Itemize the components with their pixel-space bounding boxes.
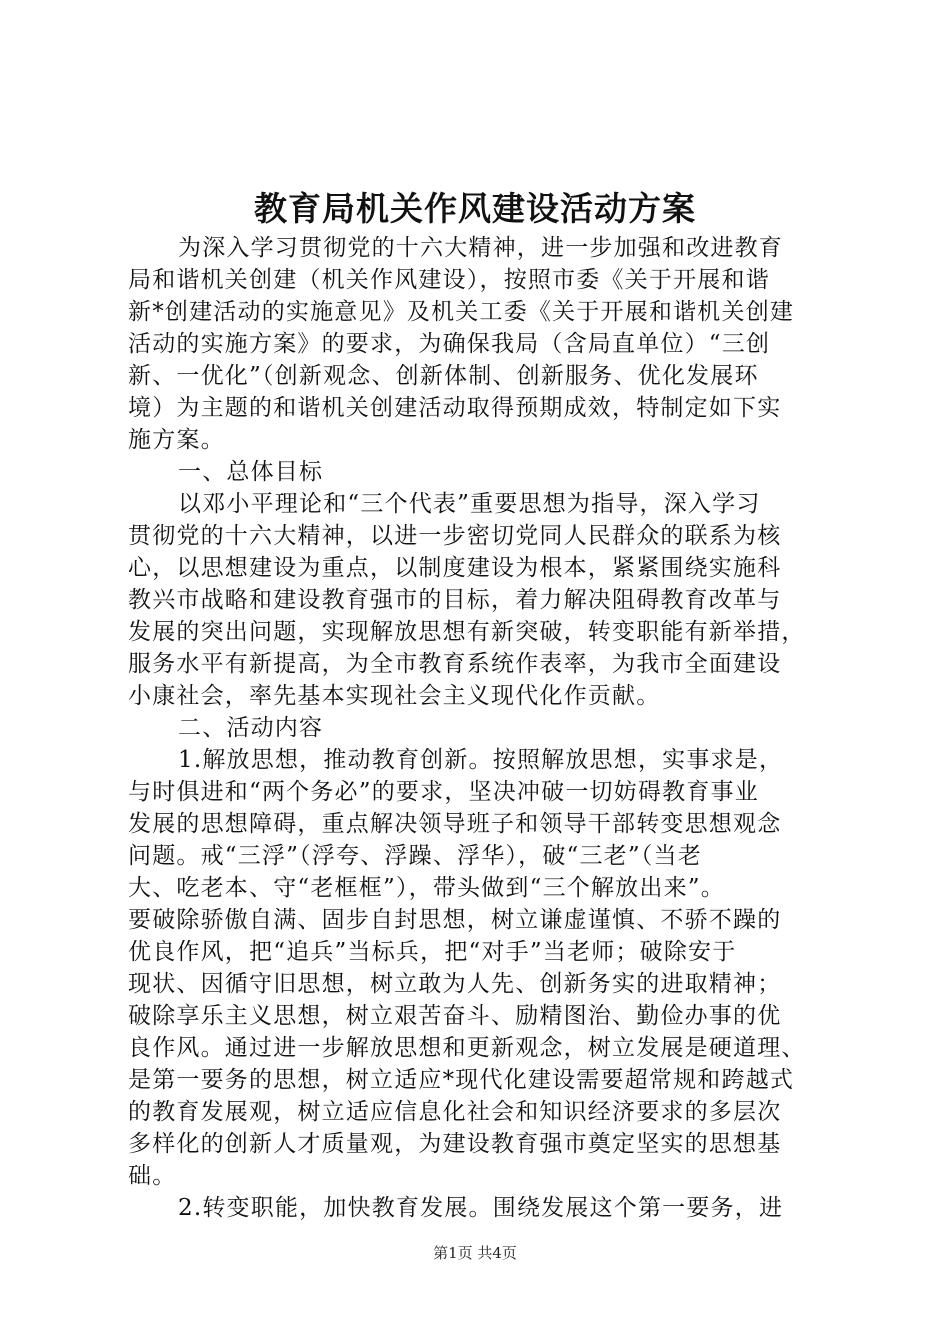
paragraph-line: 心，以思想建设为重点，以制度建设为根本，紧紧围绕实施科	[128, 555, 782, 581]
paragraph-line: 局和谐机关创建（机关作风建设），按照市委《关于开展和谐	[128, 267, 770, 293]
paragraph-line: 新*创建活动的实施意见》及机关工委《关于开展和谐机关创建	[128, 299, 795, 325]
paragraph-line: 发展的突出问题，实现解放思想有新突破，转变职能有新举措，	[128, 619, 806, 645]
paragraph-line: 小康社会，率先基本实现社会主义现代化作贡献。	[128, 683, 661, 709]
paragraph-line: 施方案。	[128, 427, 225, 453]
paragraph-line: 优良作风，把“追兵”当标兵，把“对手”当老师；破除安于	[128, 939, 737, 965]
paragraph-line: 2.转变职能，加快教育发展。围绕发展这个第一要务，进	[178, 1195, 784, 1221]
paragraph-line: 教兴市战略和建设教育强市的目标，着力解决阻碍教育改革与	[128, 587, 782, 613]
paragraph-line: 多样化的创新人才质量观，为建设教育强市奠定坚实的思想基	[128, 1131, 782, 1157]
paragraph-line: 为深入学习贯彻党的十六大精神，进一步加强和改进教育	[178, 235, 783, 261]
paragraph-line: 服务水平有新提高，为全市教育系统作表率，为我市全面建设	[128, 651, 782, 677]
page-indicator: 第1页 共4页	[433, 1244, 517, 1262]
section-heading: 一、总体目标	[178, 459, 324, 485]
document-body	[128, 232, 832, 1224]
paragraph-line: 境）为主题的和谐机关创建活动取得预期成效，特制定如下实	[128, 395, 782, 421]
paragraph-line: 良作风。通过进一步解放思想和更新观念，树立发展是硬道理、	[128, 1035, 806, 1061]
paragraph-line: 活动的实施方案》的要求，为确保我局（含局直单位）“三创	[128, 331, 771, 357]
paragraph-line: 的教育发展观，树立适应信息化社会和知识经济要求的多层次	[128, 1099, 782, 1125]
section-heading: 二、活动内容	[178, 715, 324, 741]
paragraph-line: 与时俱进和“两个务必”的要求，坚决冲破一切妨碍教育事业	[128, 779, 759, 805]
paragraph-line: 础。	[128, 1163, 177, 1189]
paragraph-line: 要破除骄傲自满、固步自封思想，树立谦虚谨慎、不骄不躁的	[128, 907, 782, 933]
paragraph-line: 问题。戒“三浮”（浮夸、浮躁、浮华），破“三老”（当老	[128, 843, 702, 869]
paragraph-line: 以邓小平理论和“三个代表”重要思想为指导，深入学习	[178, 491, 761, 517]
document-title: 教育局机关作风建设活动方案	[254, 189, 696, 228]
paragraph-line: 1.解放思想，推动教育创新。按照解放思想，实事求是，	[178, 747, 784, 773]
paragraph-line: 发展的思想障碍，重点解决领导班子和领导干部转变思想观念	[128, 811, 782, 837]
paragraph-line: 贯彻党的十六大精神，以进一步密切党同人民群众的联系为核	[128, 523, 782, 549]
paragraph-line: 破除享乐主义思想，树立艰苦奋斗、励精图治、勤俭办事的优	[128, 1003, 782, 1029]
paragraph-line: 是第一要务的思想，树立适应*现代化建设需要超常规和跨越式	[128, 1067, 795, 1093]
paragraph-line: 大、吃老本、守“老框框”），带头做到“三个解放出来”。	[128, 875, 725, 901]
paragraph-line: 现状、因循守旧思想，树立敢为人先、创新务实的进取精神；	[128, 971, 782, 997]
paragraph-line: 新、一优化”（创新观念、创新体制、创新服务、优化发展环	[128, 363, 759, 389]
